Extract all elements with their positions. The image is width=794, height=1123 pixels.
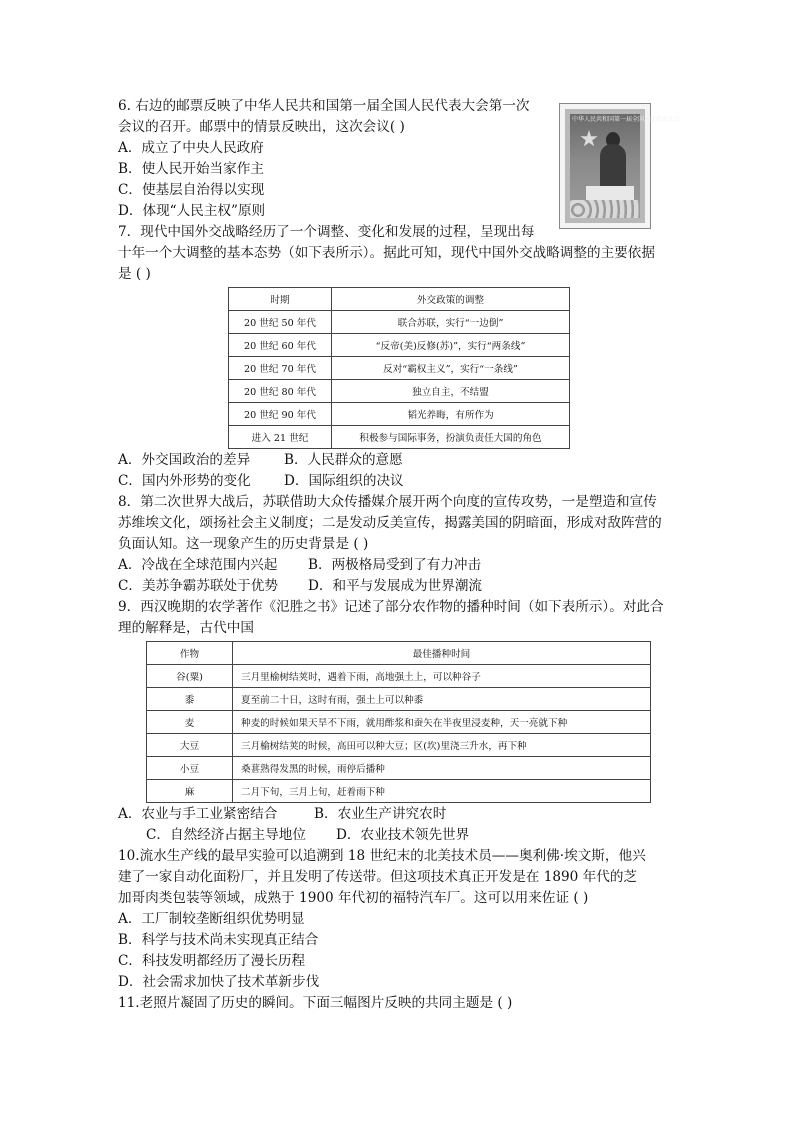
table-row bbox=[229, 426, 570, 449]
star-icon bbox=[580, 130, 598, 148]
q6-option-c[interactable]: C．使基层自治得以实现 bbox=[118, 182, 265, 198]
q8-stem-line: 负面认知。这一现象产生的历史背景是 ( ) bbox=[118, 536, 369, 552]
question-7 bbox=[118, 222, 678, 492]
table-row bbox=[229, 357, 570, 380]
q9-options-row bbox=[118, 825, 678, 846]
q8-stem-line: 苏维埃文化，颂扬社会主义制度；二是发动反美宣传，揭露美国的阴暗面，形成对敌阵营的 bbox=[118, 515, 662, 531]
table-row bbox=[229, 311, 570, 334]
q9-sowing-time-table bbox=[146, 641, 651, 803]
q8-option-c[interactable]: C．美苏争霸苏联处于优势 bbox=[118, 578, 278, 594]
q10-option-b[interactable]: B．科学与技术尚未实现真正结合 bbox=[118, 932, 319, 948]
q6-option-d[interactable]: D．体现“人民主权”原则 bbox=[118, 203, 266, 219]
table-cell: 二月下旬，三月上旬，赶着雨下种 bbox=[233, 780, 651, 803]
table-cell: 大豆 bbox=[147, 734, 233, 757]
q7-stem-line: 7．现代中国外交战略经历了一个调整、变化和发展的过程，呈现出每 bbox=[118, 224, 535, 240]
q10-stem-line: 10.流水生产线的最早实验可以追溯到 18 世纪末的北美技术员——奥利佛·埃文斯，他兴 bbox=[118, 848, 646, 864]
q10-stem-line: 加哥肉类包装等领域，成熟于 1900 年代初的福特汽车厂。这可以用来佐证 ( ) bbox=[118, 890, 589, 906]
table-cell: 20 世纪 70 年代 bbox=[229, 357, 332, 380]
table-cell: 联合苏联，实行“一边倒” bbox=[332, 311, 570, 334]
q7-option-b[interactable]: B．人民群众的意愿 bbox=[284, 452, 403, 468]
q7-option-a[interactable]: A．外交国政治的差异 bbox=[118, 452, 251, 468]
q7-option-c[interactable]: C．国内外形势的变化 bbox=[118, 473, 251, 489]
table-row bbox=[147, 711, 651, 734]
q9-stem-line: 9．西汉晚期的农学著作《氾胜之书》记述了部分农作物的播种时间（如下表所示）。对此合 bbox=[118, 599, 664, 615]
stamp-image bbox=[560, 104, 681, 228]
q10-stem-line: 建了一家自动化面粉厂，并且发明了传送带。但这项技术真正开发是在 1890 年代的芝 bbox=[118, 869, 638, 885]
table-cell: 三月里榆树结荚时，遇着下雨，高地强土上，可以种谷子 bbox=[233, 665, 651, 688]
table-header-row bbox=[147, 642, 651, 665]
q6-option-a[interactable]: A．成立了中央人民政府 bbox=[118, 140, 264, 156]
q9-option-b[interactable]: B．农业生产讲究农时 bbox=[314, 806, 447, 822]
table-cell: 种麦的时候如果天旱不下雨，就用酢浆和蚕矢在半夜里浸麦种，天一亮就下种 bbox=[233, 711, 651, 734]
table-cell: 麦 bbox=[147, 711, 233, 734]
q8-options-row bbox=[118, 555, 678, 576]
q7-foreign-policy-table bbox=[228, 287, 570, 449]
table-cell: 进入 21 世纪 bbox=[229, 426, 332, 449]
table-row bbox=[147, 665, 651, 688]
q7-options-row bbox=[118, 471, 678, 492]
table-header: 作物 bbox=[147, 642, 233, 665]
q10-option-c[interactable]: C．科技发明都经历了漫长历程 bbox=[118, 953, 306, 969]
q9-option-c[interactable]: C．自然经济占据主导地位 bbox=[146, 827, 306, 843]
table-header: 时期 bbox=[229, 288, 332, 311]
q9-options-row bbox=[118, 804, 678, 825]
table-cell: 积极参与国际事务，扮演负责任大国的角色 bbox=[332, 426, 570, 449]
table-row bbox=[147, 688, 651, 711]
table-cell: 20 世纪 50 年代 bbox=[229, 311, 332, 334]
table-header: 最佳播种时间 bbox=[233, 642, 651, 665]
table-cell: 独立自主，不结盟 bbox=[332, 380, 570, 403]
stamp-caption: 中华人民共和国第一届全国人民代表大会 bbox=[572, 116, 681, 123]
table-cell: 谷(粟) bbox=[147, 665, 233, 688]
table-row bbox=[229, 380, 570, 403]
table-cell: 黍 bbox=[147, 688, 233, 711]
question-8 bbox=[118, 492, 678, 597]
q8-options-row bbox=[118, 576, 678, 597]
q8-option-d[interactable]: D．和平与发展成为世界潮流 bbox=[308, 578, 483, 594]
table-row bbox=[147, 734, 651, 757]
table-cell: 麻 bbox=[147, 780, 233, 803]
table-row bbox=[147, 757, 651, 780]
flower-border bbox=[570, 200, 640, 218]
table-cell: 三月榆树结荚的时候，高田可以种大豆；区(坎)里浇三升水，再下种 bbox=[233, 734, 651, 757]
q11-stem-line: 11.老照片凝固了历史的瞬间。下面三幅图片反映的共同主题是 ( ) bbox=[118, 995, 513, 1011]
stamp-picture bbox=[570, 114, 681, 218]
table-header-row bbox=[229, 288, 570, 311]
q8-option-a[interactable]: A．冷战在全球范围内兴起 bbox=[118, 557, 278, 573]
table-header: 外交政策的调整 bbox=[332, 288, 570, 311]
table-row bbox=[229, 403, 570, 426]
question-10 bbox=[118, 846, 678, 993]
table-cell: 20 世纪 60 年代 bbox=[229, 334, 332, 357]
table-row bbox=[147, 780, 651, 803]
q7-option-d[interactable]: D．国际组织的决议 bbox=[284, 473, 404, 489]
table-cell: 桑葚熟得发黑的时候，雨停后播种 bbox=[233, 757, 651, 780]
q9-stem-line: 理的解释是，古代中国 bbox=[118, 620, 254, 636]
q6-stem-line: 会议的召开。邮票中的情景反映出，这次会议( ) bbox=[118, 119, 405, 135]
q9-option-d[interactable]: D．农业技术领先世界 bbox=[336, 827, 470, 843]
q7-stem-line: 十年一个大调整的基本态势（如下表所示）。据此可知，现代中国外交战略调整的主要依据 bbox=[118, 245, 655, 261]
question-6 bbox=[118, 96, 681, 222]
question-9 bbox=[118, 597, 678, 846]
question-11 bbox=[118, 993, 678, 1014]
table-cell: 夏至前二十日，这时有雨，强土上可以种黍 bbox=[233, 688, 651, 711]
q10-option-a[interactable]: A．工厂制较垄断组织优势明显 bbox=[118, 911, 305, 927]
q7-options-row bbox=[118, 450, 678, 471]
exam-page bbox=[118, 96, 681, 1014]
q8-stem-line: 8．第二次世界大战后，苏联借助大众传播媒介展开两个向度的宣传攻势，一是塑造和宣传 bbox=[118, 494, 657, 510]
q8-option-b[interactable]: B．两极格局受到了有力冲击 bbox=[308, 557, 482, 573]
q7-stem-line: 是 ( ) bbox=[118, 266, 151, 282]
q9-option-a[interactable]: A．农业与手工业紧密结合 bbox=[118, 806, 278, 822]
table-row bbox=[229, 334, 570, 357]
table-cell: “反帝(美)反修(苏)”，实行“两条线” bbox=[332, 334, 570, 357]
table-cell: 小豆 bbox=[147, 757, 233, 780]
table-cell: 反对“霸权主义”，实行“一条线” bbox=[332, 357, 570, 380]
table-cell: 韬光养晦，有所作为 bbox=[332, 403, 570, 426]
q10-option-d[interactable]: D．社会需求加快了技术革新步伐 bbox=[118, 974, 320, 990]
table-cell: 20 世纪 90 年代 bbox=[229, 403, 332, 426]
q6-stem-line: 6. 右边的邮票反映了中华人民共和国第一届全国人民代表大会第一次 bbox=[118, 98, 530, 114]
table-cell: 20 世纪 80 年代 bbox=[229, 380, 332, 403]
q6-option-b[interactable]: B．使人民开始当家作主 bbox=[118, 161, 264, 177]
